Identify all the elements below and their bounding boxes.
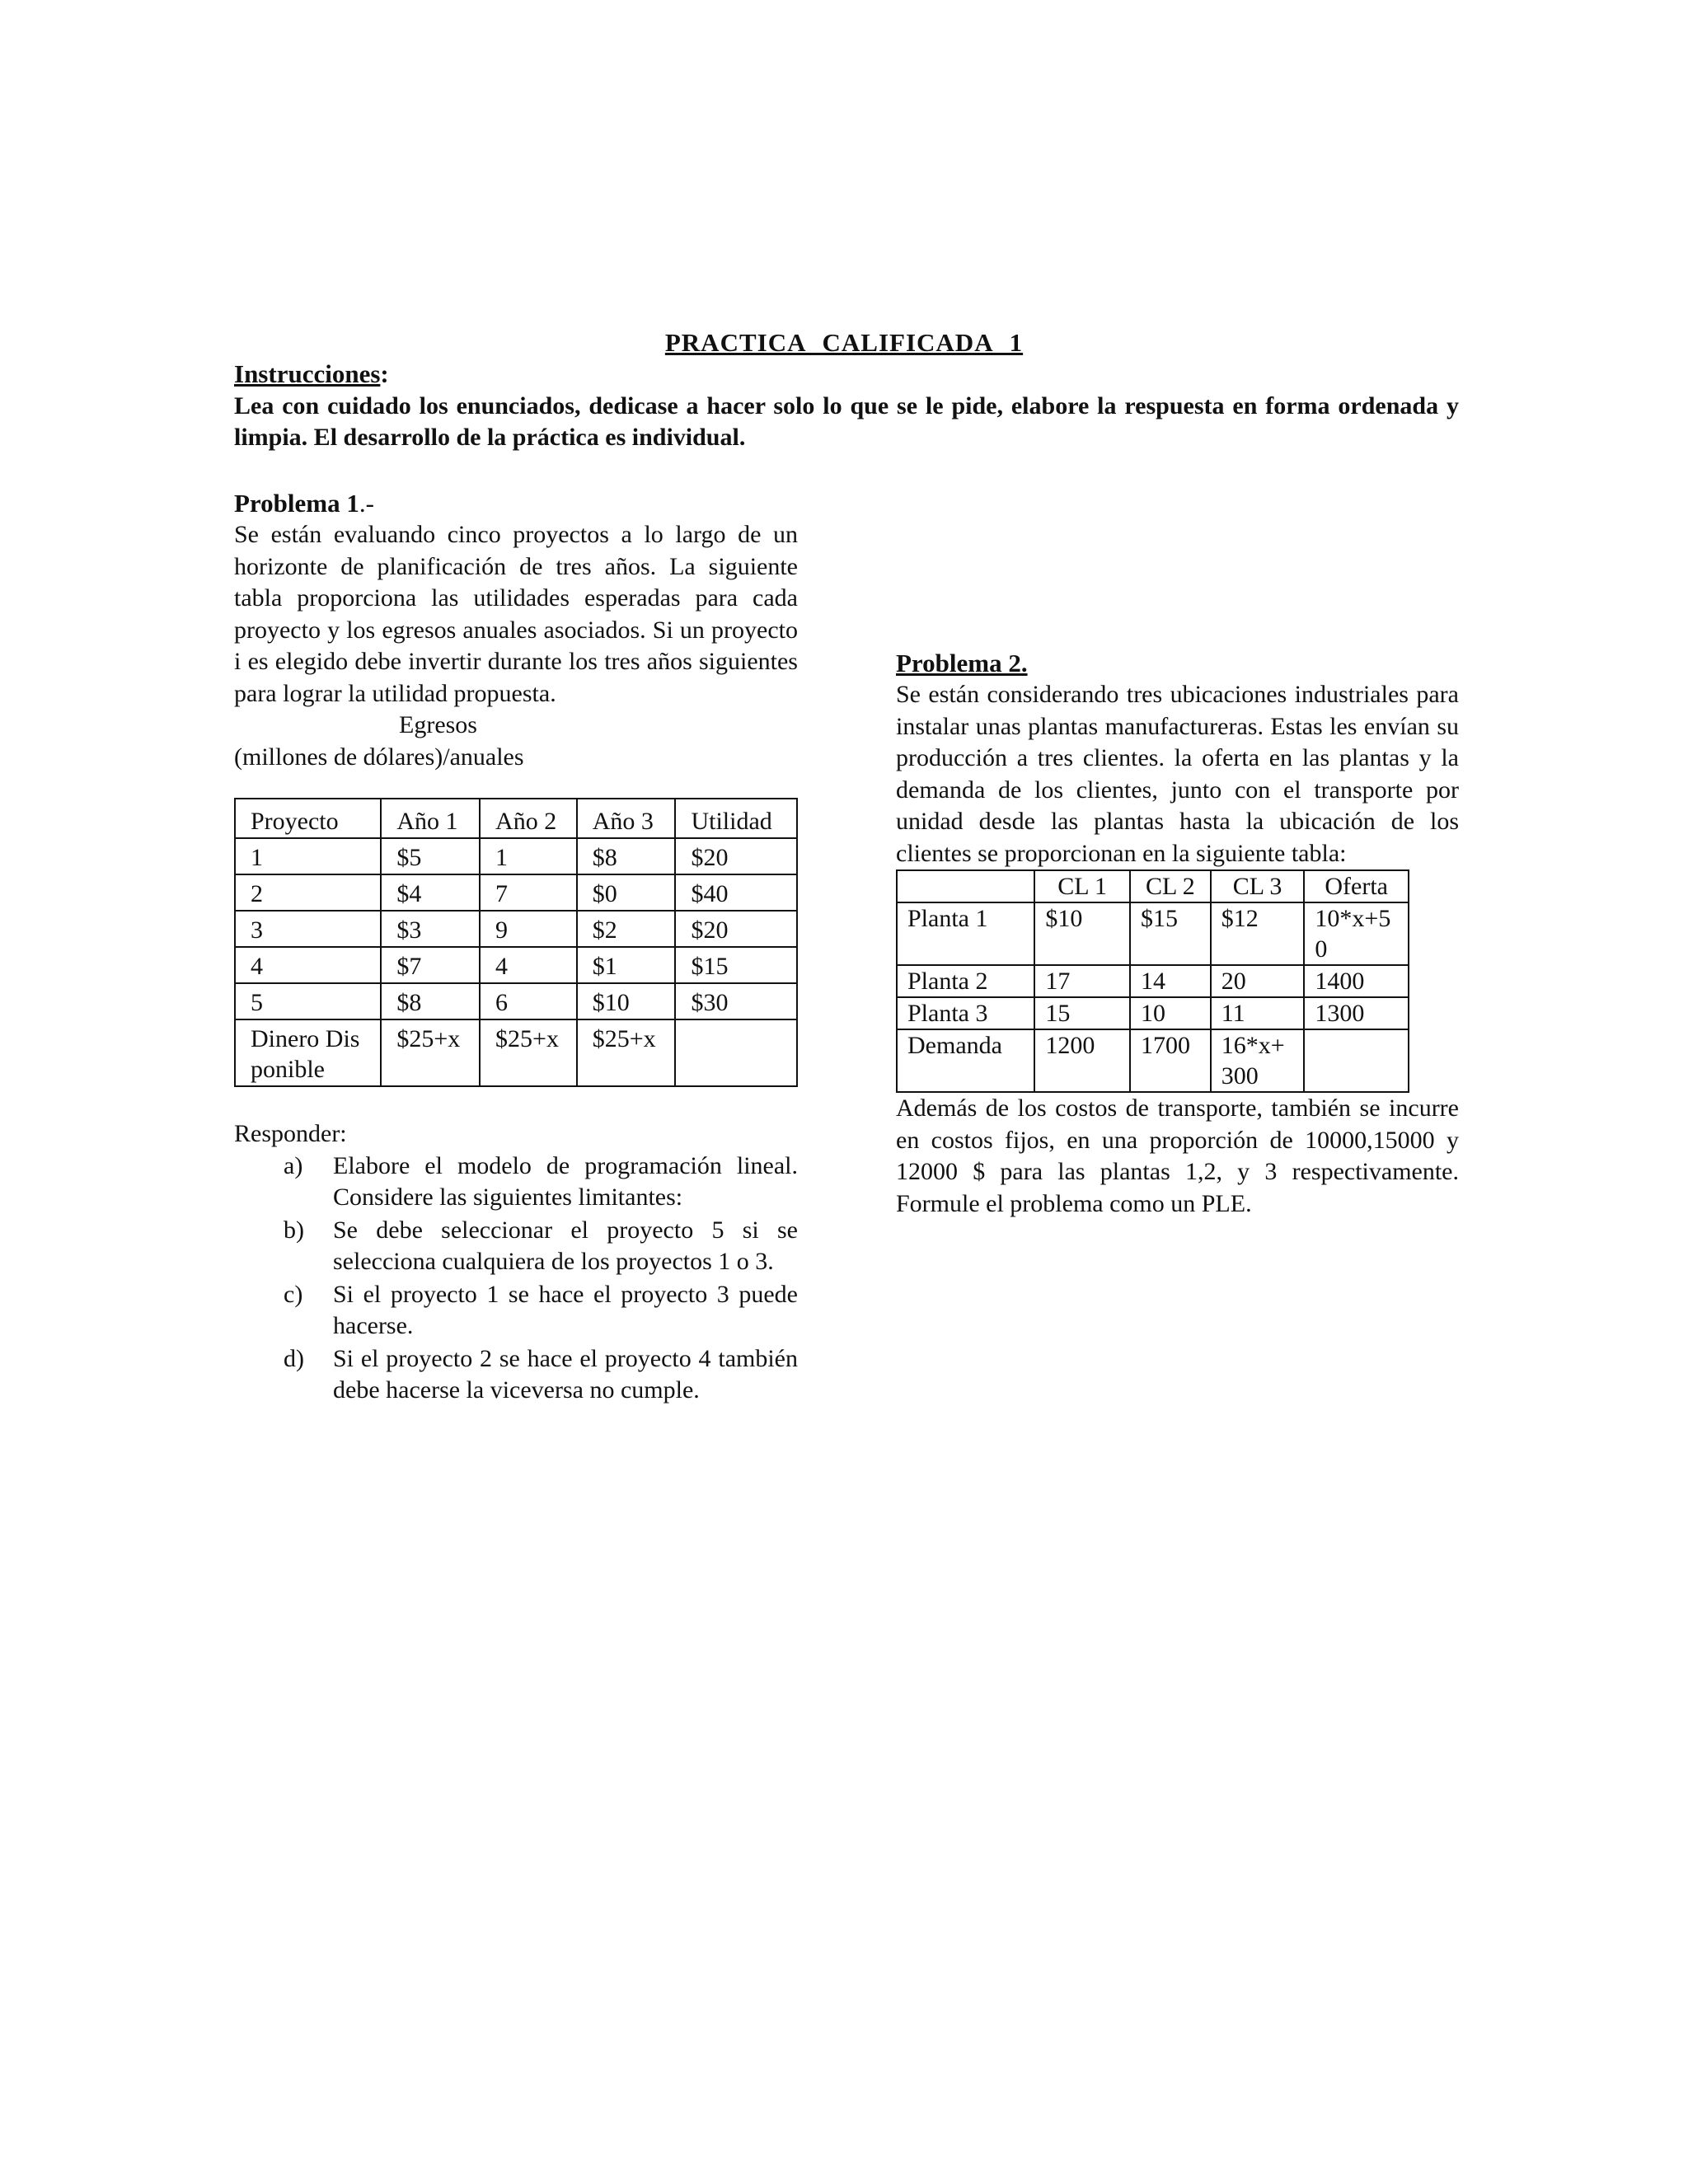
projects-table bbox=[234, 798, 798, 1087]
table-cell: Dinero Disponible bbox=[235, 1019, 381, 1086]
list-item-label: d) bbox=[284, 1344, 304, 1372]
table-row bbox=[897, 902, 1409, 965]
table-cell: 20 bbox=[1211, 965, 1305, 997]
table-cell: 3 bbox=[235, 911, 381, 947]
table-row bbox=[235, 874, 797, 911]
table-cell: $25+x bbox=[381, 1019, 480, 1086]
problem-1-title-suffix: .- bbox=[359, 489, 374, 518]
table-row bbox=[235, 947, 797, 983]
header-cell: Proyecto bbox=[235, 799, 381, 838]
problem-2-paragraph: Se están considerando tres ubicaciones industriales para instalar unas plantas manufactureras. Estas les envían su producción a tres clientes. la oferta en las plantas y la demanda de los clientes, junto con el transporte por unidad desde las plantas hasta la ubicación de los clientes se proporcionan en la siguiente tabla: bbox=[896, 681, 1459, 867]
table-cell: Planta 1 bbox=[897, 902, 1034, 965]
list-item bbox=[234, 1343, 798, 1407]
table-cell: 1300 bbox=[1304, 997, 1409, 1029]
instructions-label bbox=[234, 359, 389, 389]
table-cell: 6 bbox=[480, 983, 577, 1019]
table-row bbox=[235, 838, 797, 874]
table-row bbox=[235, 983, 797, 1019]
plants-table-header bbox=[897, 870, 1409, 902]
header-cell: CL 3 bbox=[1211, 870, 1305, 902]
list-item bbox=[234, 1279, 798, 1343]
table-cell: 5 bbox=[235, 983, 381, 1019]
problem-1-caption-line-1: Egresos bbox=[399, 711, 477, 738]
table-cell: $20 bbox=[675, 911, 797, 947]
header-cell: Año 2 bbox=[480, 799, 577, 838]
header-cell: Utilidad bbox=[675, 799, 797, 838]
list-item-text: Elabore el modelo de programación lineal. Considere las siguientes limitantes: bbox=[333, 1151, 798, 1211]
plants-table bbox=[896, 869, 1409, 1093]
list-item-text: Se debe seleccionar el proyecto 5 si se selecciona cualquiera de los proyectos 1 o 3. bbox=[333, 1216, 798, 1275]
table-cell: Planta 3 bbox=[897, 997, 1034, 1029]
table-cell: 1700 bbox=[1130, 1029, 1211, 1092]
table-row bbox=[235, 1019, 797, 1086]
table-cell: 1400 bbox=[1304, 965, 1409, 997]
table-row bbox=[897, 965, 1409, 997]
header-cell: Año 3 bbox=[577, 799, 676, 838]
table-row bbox=[897, 1029, 1409, 1092]
table-cell: 15 bbox=[1034, 997, 1130, 1029]
problem-1-paragraph: Se están evaluando cinco proyectos a lo largo de un horizonte de planificación de tres años. La siguiente tabla proporciona las utilidades esperadas para cada proyecto y los egresos anuales asociados. Si un proyecto i es elegido debe invertir durante los tres años siguientes para lograr la utilidad propuesta. bbox=[234, 521, 798, 707]
table-cell: 14 bbox=[1130, 965, 1211, 997]
table-cell: Demanda bbox=[897, 1029, 1034, 1092]
table-cell: 16*x+300 bbox=[1211, 1029, 1305, 1092]
problem-1-section bbox=[234, 488, 798, 1408]
table-cell: 1 bbox=[235, 838, 381, 874]
table-cell: $0 bbox=[577, 874, 676, 911]
table-cell: $8 bbox=[381, 983, 480, 1019]
list-item-label: b) bbox=[284, 1216, 304, 1244]
table-cell: $3 bbox=[381, 911, 480, 947]
table-cell: Planta 2 bbox=[897, 965, 1034, 997]
list-item bbox=[234, 1215, 798, 1278]
table-cell: $4 bbox=[381, 874, 480, 911]
table-cell: 1200 bbox=[1034, 1029, 1130, 1092]
problem-2-title: Problema 2. bbox=[896, 649, 1028, 677]
table-cell: 10*x+50 bbox=[1304, 902, 1409, 965]
table-cell: $5 bbox=[381, 838, 480, 874]
constraints-list bbox=[234, 1151, 798, 1407]
list-item-text: Si el proyecto 2 se hace el proyecto 4 también debe hacerse la viceversa no cumple. bbox=[333, 1344, 798, 1404]
instructions-label-text: Instrucciones bbox=[234, 359, 381, 388]
table-cell: $7 bbox=[381, 947, 480, 983]
table-cell: $1 bbox=[577, 947, 676, 983]
problem-1-title-text: Problema 1 bbox=[234, 489, 359, 518]
table-cell: $10 bbox=[1034, 902, 1130, 965]
table-cell: 17 bbox=[1034, 965, 1130, 997]
table-cell: 10 bbox=[1130, 997, 1211, 1029]
problem-2-section bbox=[896, 648, 1459, 1220]
table-cell bbox=[1304, 1029, 1409, 1092]
header-cell bbox=[897, 870, 1034, 902]
table-cell bbox=[675, 1019, 797, 1086]
table-cell: 7 bbox=[480, 874, 577, 911]
table-cell: 11 bbox=[1211, 997, 1305, 1029]
header-cell: Año 1 bbox=[381, 799, 480, 838]
instructions-label-colon: : bbox=[380, 359, 389, 388]
page-title: PRACTICA CALIFICADA 1 bbox=[664, 328, 1024, 357]
table-row bbox=[235, 911, 797, 947]
table-cell: $30 bbox=[675, 983, 797, 1019]
table-cell: $25+x bbox=[480, 1019, 577, 1086]
table-cell: $12 bbox=[1211, 902, 1305, 965]
list-item-label: c) bbox=[284, 1280, 303, 1308]
table-cell: $40 bbox=[675, 874, 797, 911]
problem-1-caption-line-2: (millones de dólares)/anuales bbox=[234, 743, 524, 771]
table-cell: 2 bbox=[235, 874, 381, 911]
table-cell: 9 bbox=[480, 911, 577, 947]
header-cell: CL 1 bbox=[1034, 870, 1130, 902]
projects-table-header bbox=[235, 799, 797, 838]
table-cell: $15 bbox=[1130, 902, 1211, 965]
header-cell: CL 2 bbox=[1130, 870, 1211, 902]
problem-2-closing: Además de los costos de transporte, también se incurre en costos fijos, en una proporción de 10000,15000 y 12000 $ para las plantas 1,2, y 3 respectivamente. Formule el problema como un PLE. bbox=[896, 1094, 1459, 1217]
list-item bbox=[234, 1151, 798, 1214]
table-cell: $25+x bbox=[577, 1019, 676, 1086]
responder-label: Responder: bbox=[234, 1120, 347, 1147]
instructions-text: Lea con cuidado los enunciados, dedicase a hacer solo lo que se le pide, elabore la respuesta en forma ordenada y limpia. El desarrollo de la práctica es individual. bbox=[234, 392, 1459, 451]
table-cell: $10 bbox=[577, 983, 676, 1019]
list-item-text: Si el proyecto 1 se hace el proyecto 3 puede hacerse. bbox=[333, 1280, 798, 1339]
problem-1-title bbox=[234, 488, 798, 519]
table-cell: 4 bbox=[235, 947, 381, 983]
table-cell: $2 bbox=[577, 911, 676, 947]
table-cell: 4 bbox=[480, 947, 577, 983]
table-cell: $15 bbox=[675, 947, 797, 983]
header-cell: Oferta bbox=[1304, 870, 1409, 902]
table-cell: $8 bbox=[577, 838, 676, 874]
list-item-label: a) bbox=[284, 1151, 303, 1179]
table-cell: $20 bbox=[675, 838, 797, 874]
table-cell: 1 bbox=[480, 838, 577, 874]
table-row bbox=[897, 997, 1409, 1029]
